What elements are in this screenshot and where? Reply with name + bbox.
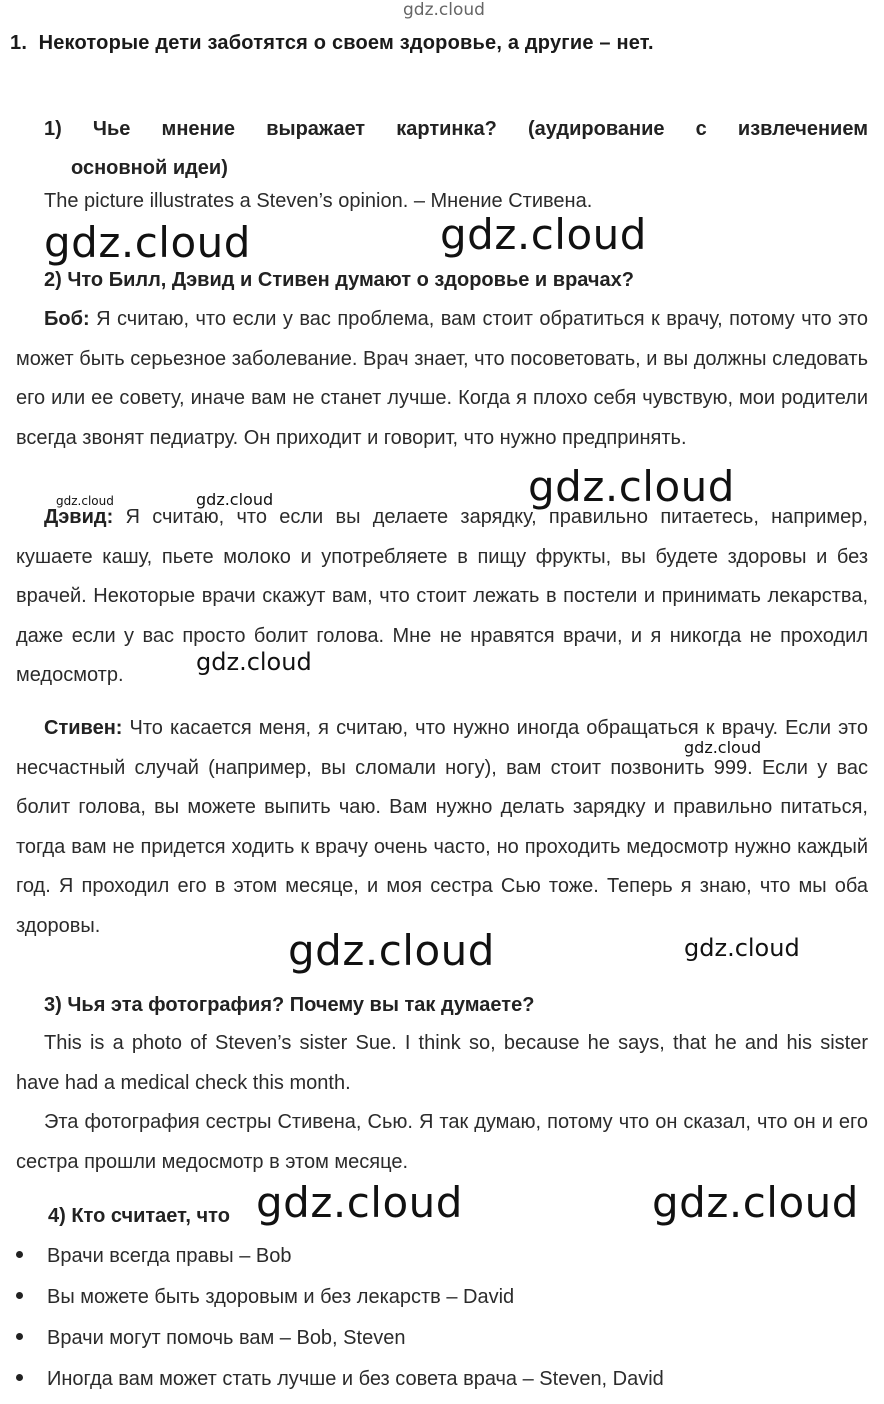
list-item: Вы можете быть здоровым и без лекарств – David — [16, 1286, 514, 1309]
list-item: Врачи могут помочь вам – Bob, Steven — [16, 1327, 405, 1350]
watermark: gdz.cloud — [440, 210, 647, 259]
steven-text: Что касается меня, я считаю, что нужно иногда обращаться к врачу. Если это несчастный случай (например, вы сломали ногу), вам стоит позвонить 999. Если у вас болит голова, вы можете выпить чаю. Вам нужно делать зарядку и правильно питаться, тогда вам не придется ходить к врачу очень часто, но проходить медосмотр нужно каждый год. Я проходил его в этом месяце, и моя сестра Сью тоже. Теперь я знаю, что мы оба здоровы. — [16, 717, 868, 937]
q1-question-line1: 1) Чье мнение выражает картинка? (аудирование с извлечением — [44, 118, 868, 140]
q3-question: 3) Чья эта фотография? Почему вы так думаете? — [44, 994, 535, 1016]
david-text: Я считаю, что если вы делаете зарядку, правильно питаетесь, например, кушаете кашу, пьете молоко и употребляете в пищу фрукты, вы будете здоровы и без врачей. Некоторые врачи скажут вам, что стоит лежать в постели и принимать лекарства, даже если у вас просто болит голова. Мне не нравятся врачи, и я никогда не проходил медосмотр. — [16, 506, 868, 686]
watermark: gdz.cloud — [196, 490, 274, 509]
q1-answer: The picture illustrates a Steven’s opinion. – Мнение Стивена. — [44, 190, 593, 212]
q3-answer-ru: Эта фотография сестры Стивена, Сью. Я так думаю, потому что он сказал, что он и его сестра прошли медосмотр в этом месяце. — [16, 1111, 868, 1173]
steven-name: Стивен: — [44, 717, 123, 739]
watermark: gdz.cloud — [256, 1178, 463, 1227]
q1-question-line2: основной идеи) — [71, 157, 228, 179]
bob-paragraph — [16, 300, 868, 458]
watermark: gdz.cloud — [684, 738, 762, 757]
q3-answer-en: This is a photo of Steven’s sister Sue. I think so, because he says, that he and his sister have had a medical check this month. — [16, 1032, 868, 1094]
bullet-icon — [16, 1251, 23, 1258]
list-item: Иногда вам может стать лучше и без совета врача – Steven, David — [16, 1368, 664, 1391]
david-name: Дэвид: — [44, 506, 114, 528]
watermark: gdz.cloud — [684, 934, 800, 962]
bullet-icon — [16, 1292, 23, 1299]
watermark: gdz.cloud — [652, 1178, 859, 1227]
q2-question: 2) Что Билл, Дэвид и Стивен думают о здоровье и врачах? — [44, 269, 634, 291]
watermark: gdz.cloud — [44, 218, 251, 267]
david-paragraph — [16, 498, 868, 696]
watermark: gdz.cloud — [528, 462, 735, 511]
bullet-icon — [16, 1374, 23, 1381]
exercise-heading: 1. Некоторые дети заботятся о своем здоровье, а другие – нет. — [10, 32, 654, 54]
bob-text: Я считаю, что если у вас проблема, вам стоит обратиться к врачу, потому что это может быть серьезное заболевание. Врач знает, что посоветовать, и вы должны следовать его или ее совету, иначе вам не станет лучше. Когда я плохо себя чувствую, мои родители всегда звонят педиатру. Он приходит и говорит, что нужно предпринять. — [16, 308, 868, 449]
bullet-icon — [16, 1333, 23, 1340]
bob-name: Боб: — [44, 308, 90, 330]
q4-question: 4) Кто считает, что — [48, 1205, 230, 1227]
list-item: Врачи всегда правы – Bob — [16, 1245, 291, 1268]
watermark: gdz.cloud — [56, 494, 114, 508]
watermark: gdz.cloud — [288, 926, 495, 975]
q1-question — [44, 110, 868, 188]
watermark: gdz.cloud — [196, 648, 312, 676]
watermark-top: gdz.cloud — [403, 0, 485, 20]
